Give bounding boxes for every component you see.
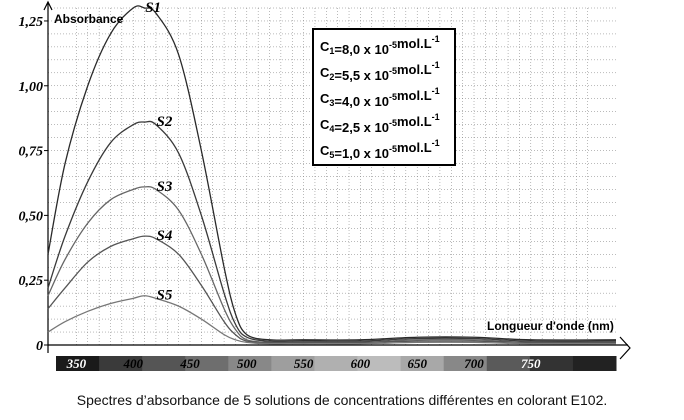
- legend-entry: $C_5=1,0$ x $10^{-5}mol.L^{-1}$: [320, 138, 440, 161]
- x-tick-label: 350: [66, 356, 87, 371]
- x-tick-label: 600: [350, 356, 371, 371]
- series-label-s1: S1: [145, 0, 162, 16]
- x-tick-label: 650: [407, 356, 427, 371]
- x-axis-arrow: [620, 337, 630, 359]
- series-labels: [145, 0, 173, 304]
- spectrum-segment: [142, 356, 186, 371]
- legend-entry: $C_2=5,5$ x $10^{-5}mol.L^{-1}$: [320, 60, 440, 83]
- y-tick-label: 0,25: [18, 274, 43, 290]
- series-label-s4: S4: [156, 228, 173, 245]
- x-tick-label: 400: [123, 356, 143, 371]
- figure-caption: Spectres d’absorbance de 5 solutions de concentrations différentes en colorant E102.: [76, 392, 608, 408]
- y-tick-label: 1,00: [18, 79, 43, 95]
- y-tick-label: 1,25: [18, 14, 43, 30]
- series-label-s3: S3: [156, 178, 173, 195]
- legend-box: [313, 29, 455, 165]
- series-label-s2: S2: [156, 114, 173, 131]
- y-tick-labels: [19, 15, 49, 354]
- legend-entry: $C_3=4,0$ x $10^{-5}mol.L^{-1}$: [320, 86, 440, 109]
- spectrum-segment: [573, 356, 617, 371]
- x-tick-labels: [66, 356, 541, 371]
- series-label-s5: S5: [156, 287, 173, 304]
- legend-entry: $C_1=8,0$ x $10^{-5}mol.L^{-1}$: [320, 34, 440, 57]
- x-tick-label: 750: [521, 356, 541, 371]
- y-tick-label: 0: [36, 339, 43, 354]
- x-tick-label: 550: [293, 356, 314, 371]
- x-tick-label: 700: [464, 356, 484, 371]
- legend-entry: $C_4=2,5$ x $10^{-5}mol.L^{-1}$: [320, 112, 440, 135]
- y-tick-label: 0,50: [18, 209, 43, 225]
- x-tick-label: 450: [180, 356, 200, 371]
- x-axis-label: Longueur d'onde (nm): [487, 319, 614, 333]
- x-tick-label: 500: [237, 356, 257, 371]
- y-axis-label: Absorbance: [54, 12, 124, 26]
- y-tick-label: 0,75: [18, 144, 43, 160]
